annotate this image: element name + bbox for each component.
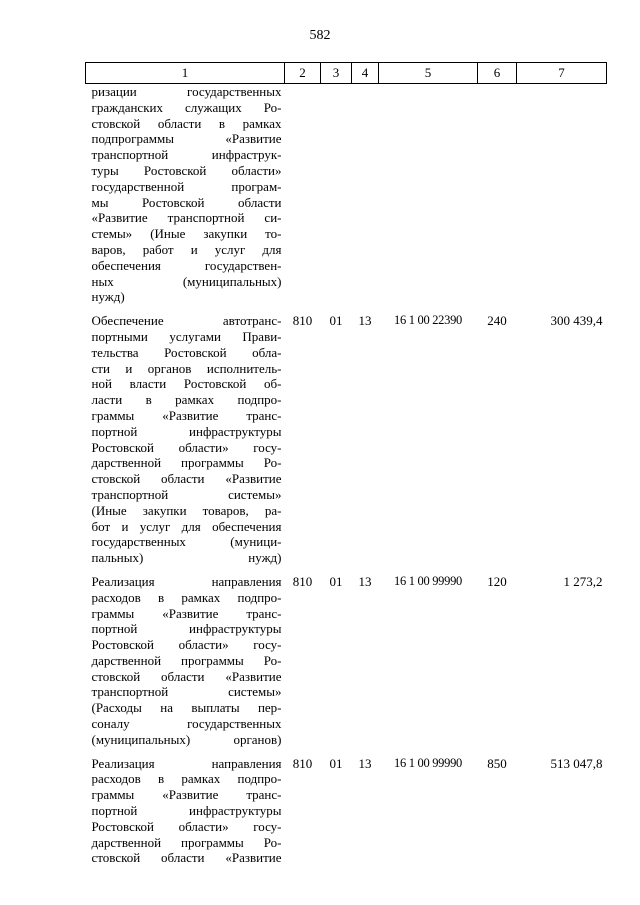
table-row bbox=[86, 756, 607, 867]
cell-subsection-code bbox=[352, 84, 379, 314]
cell-expense-type: 240 bbox=[487, 313, 507, 329]
cell-ministry-code: 810 bbox=[292, 573, 313, 589]
header-col-4: 4 bbox=[352, 63, 379, 84]
description-line: стовской области «Развитие bbox=[91, 850, 282, 866]
description-line: бот и услуг для обеспечения bbox=[91, 518, 282, 534]
description-line: граммы «Развитие транс- bbox=[91, 605, 282, 621]
table-row bbox=[86, 574, 607, 756]
description-line: пальных) нужд) bbox=[91, 550, 282, 566]
description-line: портной инфраструктуры bbox=[91, 423, 282, 439]
cell-ministry-code: 810 bbox=[292, 313, 313, 329]
cell-expense-type: 120 bbox=[487, 573, 507, 589]
cell-amount: 513 047,8 bbox=[550, 755, 603, 771]
row-description bbox=[86, 84, 285, 314]
description-line: ризации государственных bbox=[91, 84, 282, 99]
description-line: нужд) bbox=[91, 289, 125, 305]
description-line: граммы «Развитие транс- bbox=[91, 787, 282, 803]
description-line: (муниципальных) органов) bbox=[91, 731, 282, 747]
cell-expense-type: 850 bbox=[487, 755, 507, 771]
description-line: (Расходы на выплаты пер- bbox=[91, 700, 282, 716]
header-col-6: 6 bbox=[478, 63, 517, 84]
description-line: транспортной системы» bbox=[91, 486, 282, 502]
description-line: транспортной инфраструк- bbox=[91, 147, 282, 163]
row-description bbox=[86, 756, 285, 867]
cell-subsection-code: 13 bbox=[358, 573, 372, 589]
cell-section-code: 01 bbox=[329, 573, 343, 589]
description-line: подпрограммы «Развитие bbox=[91, 131, 282, 147]
description-line: Реализация направления bbox=[91, 573, 282, 589]
header-col-3: 3 bbox=[321, 63, 352, 84]
description-line: государственной програм- bbox=[91, 178, 282, 194]
description-line: стовской области «Развитие bbox=[91, 471, 282, 487]
description-line: Ростовской области» госу- bbox=[91, 439, 282, 455]
cell-target-article: 16 1 00 99990 bbox=[394, 755, 462, 770]
row-description bbox=[86, 313, 285, 574]
description-line: государственных (муници- bbox=[91, 534, 282, 550]
header-col-7: 7 bbox=[517, 63, 607, 84]
description-line: варов, работ и услуг для bbox=[91, 241, 282, 257]
description-line: портными услугами Прави- bbox=[91, 328, 282, 344]
description-line: мы Ростовской области bbox=[91, 194, 282, 210]
cell-target-article: 16 1 00 22390 bbox=[394, 313, 462, 328]
cell-target-article bbox=[379, 84, 478, 314]
cell-subsection-code: 13 bbox=[358, 755, 372, 771]
description-line: туры Ростовской области» bbox=[91, 162, 282, 178]
header-col-1: 1 bbox=[86, 63, 285, 84]
cell-amount bbox=[517, 84, 607, 314]
description-line: расходов в рамках подпро- bbox=[91, 589, 282, 605]
cell-ministry-code: 810 bbox=[292, 755, 313, 771]
header-col-5: 5 bbox=[379, 63, 478, 84]
cell-ministry-code bbox=[285, 84, 321, 314]
description-line: Обеспечение автотранс- bbox=[91, 313, 282, 329]
description-line: ласти в рамках подпро- bbox=[91, 392, 282, 408]
description-line: Ростовской области» госу- bbox=[91, 818, 282, 834]
description-line: стовской области в рамках bbox=[91, 115, 282, 131]
description-line: обеспечения государствен- bbox=[91, 257, 282, 273]
budget-table bbox=[85, 62, 607, 866]
description-line: транспортной системы» bbox=[91, 684, 282, 700]
table-row bbox=[86, 313, 607, 574]
description-line: тельства Ростовской обла- bbox=[91, 344, 282, 360]
table-header-row bbox=[86, 63, 607, 84]
row-description bbox=[86, 574, 285, 756]
table-row bbox=[86, 84, 607, 314]
page-number: 582 bbox=[309, 28, 331, 43]
description-line: гражданских служащих Ро- bbox=[91, 99, 282, 115]
description-line: ных (муниципальных) bbox=[91, 273, 282, 289]
description-line: сти и органов исполнитель- bbox=[91, 360, 282, 376]
description-line: портной инфраструктуры bbox=[91, 621, 282, 637]
header-col-2: 2 bbox=[285, 63, 321, 84]
description-line: Ростовской области» госу- bbox=[91, 637, 282, 653]
description-line: Реализация направления bbox=[91, 755, 282, 771]
cell-expense-type bbox=[478, 84, 517, 314]
description-line: дарственной программы Ро- bbox=[91, 834, 282, 850]
cell-section-code: 01 bbox=[329, 313, 343, 329]
description-line: ной власти Ростовской об- bbox=[91, 376, 282, 392]
description-line: стовской области «Развитие bbox=[91, 668, 282, 684]
cell-section-code bbox=[321, 84, 352, 314]
description-line: «Развитие транспортной си- bbox=[91, 210, 282, 226]
cell-subsection-code: 13 bbox=[358, 313, 372, 329]
description-line: расходов в рамках подпро- bbox=[91, 771, 282, 787]
cell-target-article: 16 1 00 99990 bbox=[394, 573, 462, 588]
description-line: граммы «Развитие транс- bbox=[91, 407, 282, 423]
cell-section-code: 01 bbox=[329, 755, 343, 771]
description-line: соналу государственных bbox=[91, 716, 282, 732]
cell-amount: 300 439,4 bbox=[550, 313, 603, 329]
description-line: дарственной программы Ро- bbox=[91, 652, 282, 668]
description-line: портной инфраструктуры bbox=[91, 803, 282, 819]
cell-amount: 1 273,2 bbox=[563, 573, 603, 589]
description-line: дарственной программы Ро- bbox=[91, 455, 282, 471]
description-line: (Иные закупки товаров, ра- bbox=[91, 502, 282, 518]
description-line: стемы» (Иные закупки то- bbox=[91, 226, 282, 242]
